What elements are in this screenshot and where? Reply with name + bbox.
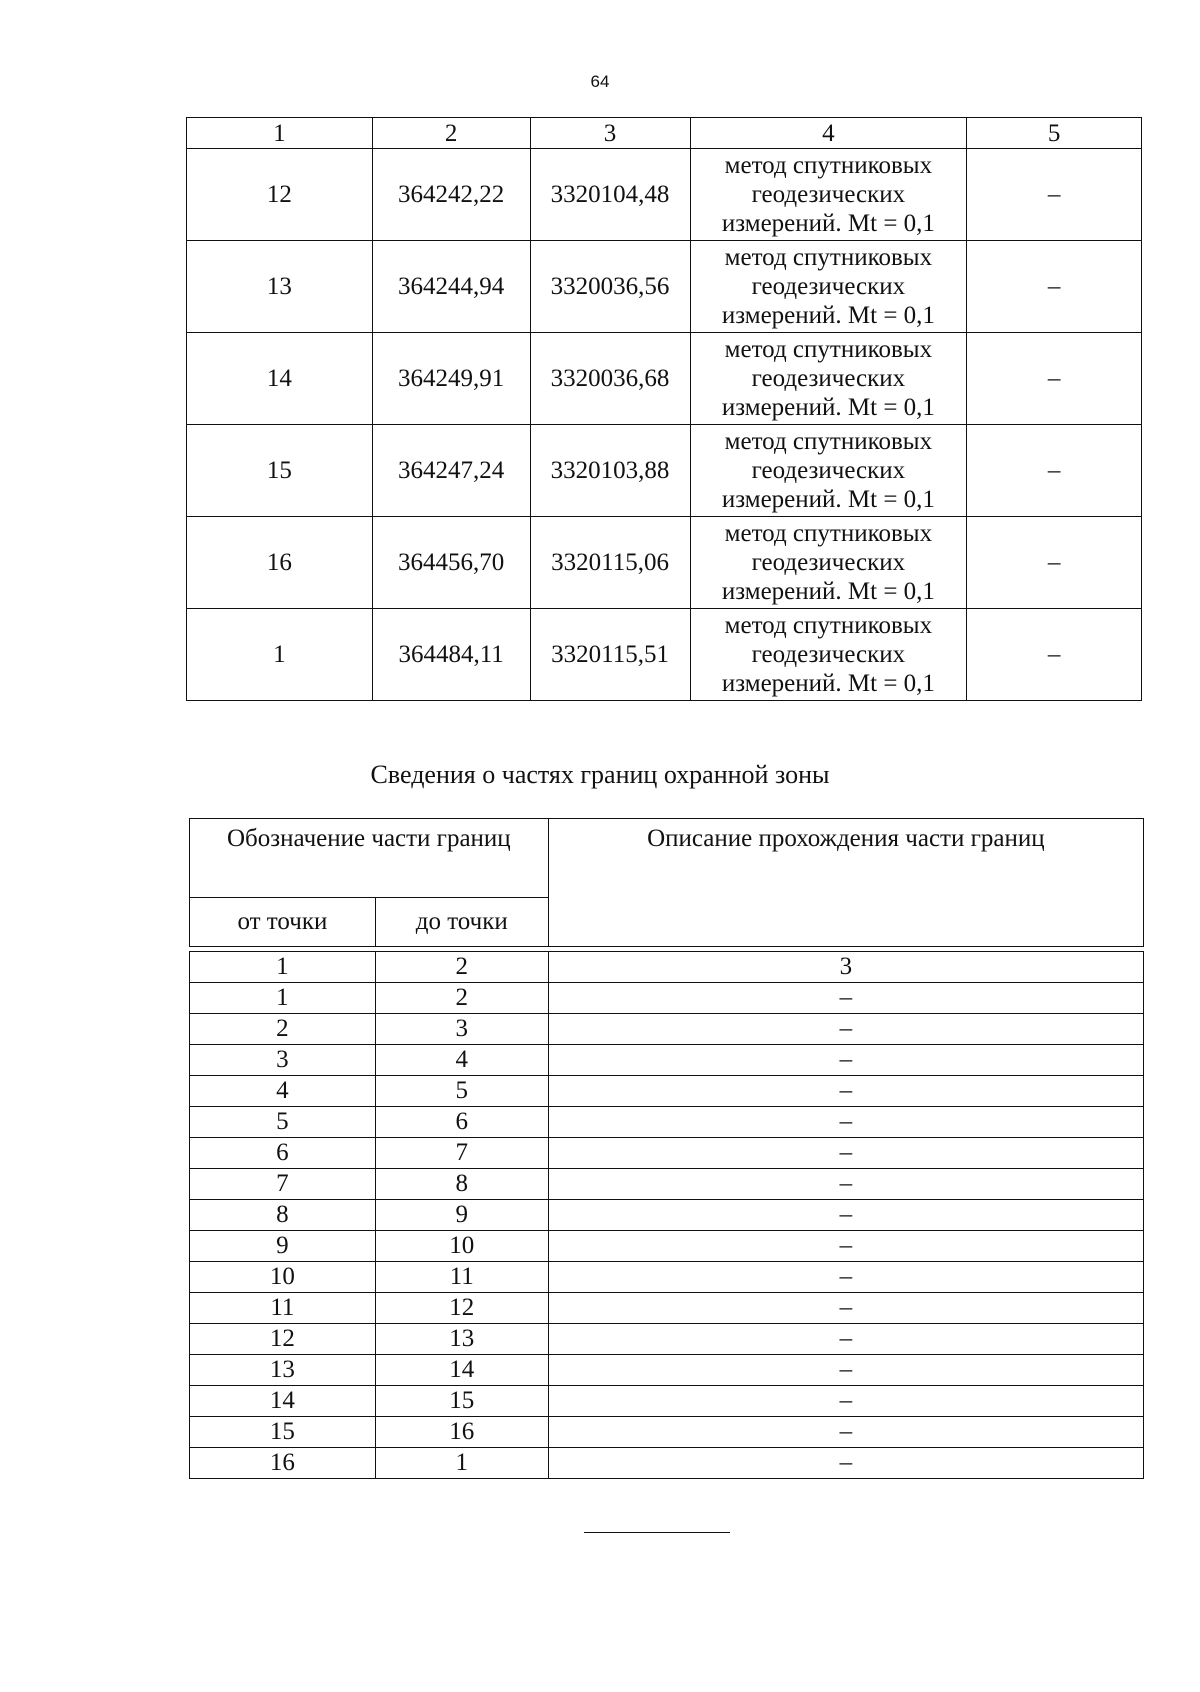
point-number-cell: 14 [187,333,373,425]
from-point-cell: 16 [190,1448,376,1479]
column-number-cell: 2 [372,118,530,149]
from-point-cell: 7 [190,1169,376,1200]
column-number-cell: 1 [190,952,376,983]
table-row [190,1200,1144,1231]
table-row [190,1169,1144,1200]
table-header-row [187,118,1142,149]
description-cell: – [548,1014,1143,1045]
description-cell: – [548,1386,1143,1417]
y-coordinate-cell: 3320104,48 [530,149,690,241]
table-row [187,425,1142,517]
description-cell: – [548,1355,1143,1386]
header-to-point: до точки [375,898,548,947]
column-number-cell: 4 [690,118,967,149]
note-cell: – [967,241,1142,333]
description-cell: – [548,1076,1143,1107]
column-number-cell: 5 [967,118,1142,149]
point-number-cell: 12 [187,149,373,241]
from-point-cell: 3 [190,1045,376,1076]
to-point-cell: 11 [375,1262,548,1293]
description-cell: – [548,1169,1143,1200]
description-cell: – [548,1231,1143,1262]
table-row [187,333,1142,425]
boundary-parts-table [189,818,1144,1479]
table-row [190,1076,1144,1107]
to-point-cell: 1 [375,1448,548,1479]
to-point-cell: 10 [375,1231,548,1262]
method-line: метод спутниковых [724,244,933,271]
note-cell: – [967,609,1142,701]
description-cell: – [548,1107,1143,1138]
from-point-cell: 8 [190,1200,376,1231]
to-point-cell: 15 [375,1386,548,1417]
page-number: 64 [590,72,610,91]
column-number-cell: 2 [375,952,548,983]
to-point-cell: 4 [375,1045,548,1076]
table-row [190,1138,1144,1169]
method-line: измерений. Mt = 0,1 [721,486,935,513]
from-point-cell: 4 [190,1076,376,1107]
table-row [190,1355,1144,1386]
table-row [187,517,1142,609]
table-header-row [190,819,1144,898]
column-number-cell: 1 [187,118,373,149]
table-row [190,1231,1144,1262]
method-line: метод спутниковых [724,520,933,547]
method-line: измерений. Mt = 0,1 [721,394,935,421]
from-point-cell: 11 [190,1293,376,1324]
end-rule [584,1532,730,1533]
to-point-cell: 13 [375,1324,548,1355]
x-coordinate-cell: 364249,91 [372,333,530,425]
method-cell [690,425,967,517]
method-line: геодезических [751,181,906,208]
column-number-cell: 3 [548,952,1143,983]
table-row [190,1386,1144,1417]
method-line: геодезических [751,457,906,484]
table-row [190,1324,1144,1355]
from-point-cell: 9 [190,1231,376,1262]
from-point-cell: 5 [190,1107,376,1138]
method-line: геодезических [751,549,906,576]
to-point-cell: 16 [375,1417,548,1448]
method-line: измерений. Mt = 0,1 [721,302,935,329]
method-line: геодезических [751,365,906,392]
description-cell: – [548,1138,1143,1169]
x-coordinate-cell: 364244,94 [372,241,530,333]
column-numbering-row [190,952,1144,983]
from-point-cell: 2 [190,1014,376,1045]
description-cell: – [548,1324,1143,1355]
description-cell: – [548,1293,1143,1324]
method-line: измерений. Mt = 0,1 [721,670,935,697]
table-row [190,1107,1144,1138]
y-coordinate-cell: 3320115,06 [530,517,690,609]
note-cell: – [967,425,1142,517]
note-cell: – [967,517,1142,609]
header-designation: Обозначение части границ [190,819,549,898]
table-row [190,1262,1144,1293]
y-coordinate-cell: 3320036,68 [530,333,690,425]
x-coordinate-cell: 364456,70 [372,517,530,609]
section-title: Сведения о частях границ охранной зоны [370,760,830,789]
from-point-cell: 15 [190,1417,376,1448]
method-line: метод спутниковых [724,428,933,455]
description-cell: – [548,1417,1143,1448]
to-point-cell: 7 [375,1138,548,1169]
description-cell: – [548,1262,1143,1293]
table-row [190,1045,1144,1076]
point-number-cell: 1 [187,609,373,701]
to-point-cell: 6 [375,1107,548,1138]
note-cell: – [967,333,1142,425]
table-row [190,1417,1144,1448]
point-number-cell: 15 [187,425,373,517]
method-line: метод спутниковых [724,152,933,179]
table-row [187,241,1142,333]
x-coordinate-cell: 364484,11 [372,609,530,701]
note-cell: – [967,149,1142,241]
from-point-cell: 12 [190,1324,376,1355]
to-point-cell: 12 [375,1293,548,1324]
method-line: геодезических [751,641,906,668]
x-coordinate-cell: 364247,24 [372,425,530,517]
to-point-cell: 14 [375,1355,548,1386]
method-line: измерений. Mt = 0,1 [721,210,935,237]
from-point-cell: 6 [190,1138,376,1169]
from-point-cell: 14 [190,1386,376,1417]
description-cell: – [548,1045,1143,1076]
table-row [190,1448,1144,1479]
point-number-cell: 13 [187,241,373,333]
table-row [187,609,1142,701]
method-cell [690,241,967,333]
y-coordinate-cell: 3320036,56 [530,241,690,333]
x-coordinate-cell: 364242,22 [372,149,530,241]
from-point-cell: 13 [190,1355,376,1386]
table-row [190,983,1144,1014]
description-cell: – [548,983,1143,1014]
to-point-cell: 8 [375,1169,548,1200]
method-cell [690,149,967,241]
method-line: измерений. Mt = 0,1 [721,578,935,605]
header-description: Описание прохождения части границ [548,819,1143,947]
to-point-cell: 9 [375,1200,548,1231]
method-cell [690,333,967,425]
y-coordinate-cell: 3320103,88 [530,425,690,517]
description-cell: – [548,1448,1143,1479]
to-point-cell: 3 [375,1014,548,1045]
method-cell [690,609,967,701]
table-row [190,1293,1144,1324]
from-point-cell: 1 [190,983,376,1014]
method-line: метод спутниковых [724,336,933,363]
description-cell: – [548,1200,1143,1231]
method-line: геодезических [751,273,906,300]
method-line: метод спутниковых [724,612,933,639]
to-point-cell: 2 [375,983,548,1014]
table-row [187,149,1142,241]
point-number-cell: 16 [187,517,373,609]
coordinates-table [186,117,1142,701]
header-from-point: от точки [190,898,376,947]
y-coordinate-cell: 3320115,51 [530,609,690,701]
table-row [190,1014,1144,1045]
column-number-cell: 3 [530,118,690,149]
method-cell [690,517,967,609]
from-point-cell: 10 [190,1262,376,1293]
to-point-cell: 5 [375,1076,548,1107]
